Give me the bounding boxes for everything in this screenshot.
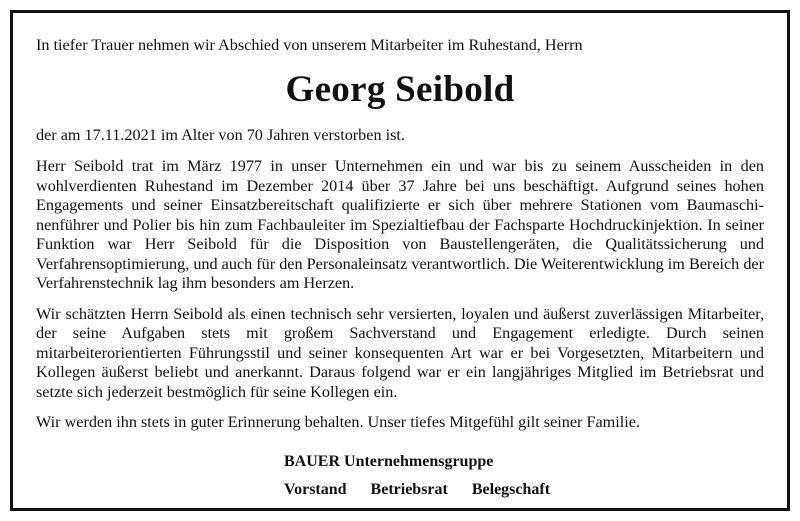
signoff-group-works-council: Betriebsrat — [370, 481, 448, 498]
signoff-groups — [284, 480, 550, 500]
career-paragraph: Herr Seibold trat im März 1977 in unser Unternehmen ein und war bis zu seinem Ausscheiden in den wohlverdienten Ruhestand im Dezember 2014 über 37 Jahre bei uns beschäftigt. Aufgrund seines hohen Engagements und seiner Einsatzbereitschaft qualifizierte er sich über mehrere Stationen vom Baumaschinenführer und Polier bis hin zum Fachbauleiter im Spezialtiefbau der Fachsparte Hochdruckinjektion. In seiner Funktion war Herr Seibold für die Disposition von Baustellengeräten, die Qualitätssicherung und Verfahrensoptimierung, und auch für den Personaleinsatz verantwortlich. Die Weiterentwicklung im Bereich der Verfahrenstechnik lag ihm besonders am Herzen. — [36, 157, 764, 292]
notice-body — [36, 36, 764, 444]
signoff-group-staff: Belegschaft — [471, 481, 551, 498]
death-date-line: der am 17.11.2021 im Alter von 70 Jahren verstorben ist. — [36, 125, 405, 144]
appreciation-paragraph: Wir schätzten Herrn Seibold als einen technisch sehr versierten, loyalen und äußerst zuverlässigen Mitarbeiter, der seine Aufgaben stets mit großem Sachverstand und Engagement erledigte. Durch seinen mitarbeiterorientierten Führungsstil und seiner konsequenten Art war er bei Vorgesetzten, Mitarbeitern und Kollegen äußerst beliebt und anerkannt. Daraus folgend war er ein langjähriges Mitglied im Betriebsrat und setzte sich jederzeit bestmöglich für seine Kollegen ein. — [36, 304, 764, 401]
company-name: BAUER Unternehmensgruppe — [284, 453, 494, 470]
signoff-group-board: Vorstand — [284, 481, 347, 498]
signoff-block — [284, 452, 550, 500]
intro-line: In tiefer Trauer nehmen wir Abschied von unserem Mitarbeiter im Ruhestand, Herrn — [36, 36, 583, 54]
deceased-name: Georg Seibold — [285, 68, 515, 110]
condolence-paragraph: Wir werden ihn stets in guter Erinnerung behalten. Unser tiefes Mitgefühl gilt seiner Familie. — [36, 413, 640, 431]
